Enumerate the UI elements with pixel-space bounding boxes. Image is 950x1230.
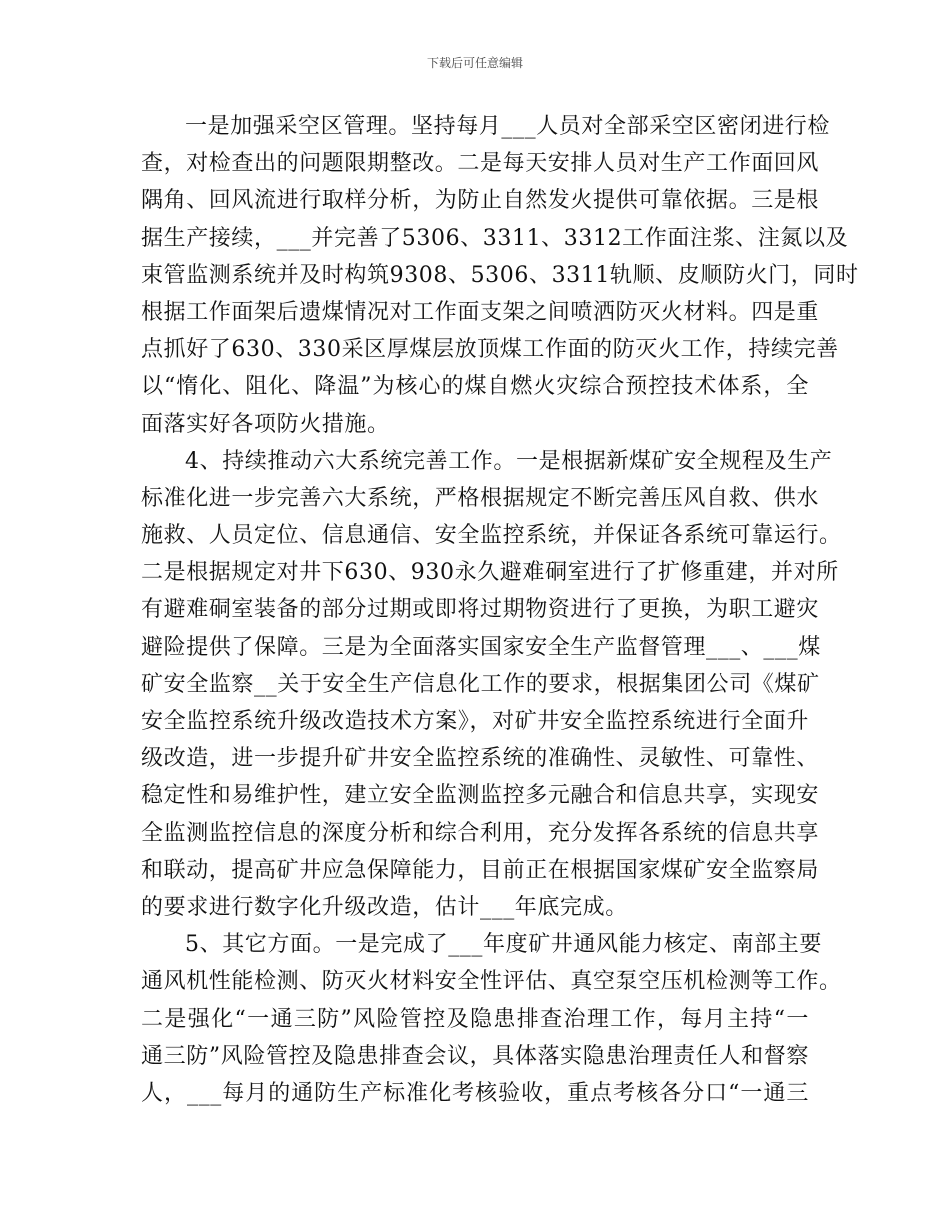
paragraph-line: 避险提供了保障。三是为全面落实国家安全生产监督管理___、___煤	[141, 634, 821, 660]
paragraph-line: 通风机性能检测、防灭火材料安全性评估、真空泵空压机检测等工作。	[141, 969, 842, 995]
paragraph-line: 据生产接续，___并完善了5306、3311、3312工作面注浆、注氮以及	[141, 225, 849, 251]
paragraph-line: 级改造，进一步提升矿井安全监控系统的准确性、灵敏性、可靠性、	[141, 746, 820, 772]
paragraph-mining-goaf-management	[141, 108, 859, 443]
paragraph-line: 束管监测系统并及时构筑9308、5306、3311轨顺、皮顺防火门，同时	[141, 262, 859, 288]
paragraph-line: 根据工作面架后遗煤情况对工作面支架之间喷洒防灭火材料。四是重	[141, 299, 820, 325]
paragraph-line: 4、持续推动六大系统完善工作。一是根据新煤矿安全规程及生产	[185, 448, 833, 474]
paragraph-six-systems	[141, 443, 842, 926]
paragraph-line: 标准化进一步完善六大系统，严格根据规定不断完善压风自救、供水	[141, 485, 820, 511]
paragraph-line: 面落实好各项防火措施。	[141, 411, 390, 437]
document-body	[141, 108, 859, 1112]
paragraph-line: 安全监控系统升级改造技术方案》，对矿井安全监控系统进行全面升	[141, 709, 809, 734]
paragraph-line: 二是根据规定对井下630、930永久避难硐室进行了扩修重建，并对所	[141, 560, 839, 586]
paragraph-other-aspects	[141, 926, 842, 1112]
paragraph-line: 二是强化“一通三防”风险管控及隐患排查治理工作，每月主持“一	[141, 1006, 809, 1032]
paragraph-line: 矿安全监察__关于安全生产信息化工作的要求，根据集团公司《煤矿	[141, 671, 820, 697]
paragraph-line: 和联动，提高矿井应急保障能力，目前正在根据国家煤矿安全监察局	[141, 857, 820, 883]
paragraph-line: 点抓好了630、330采区厚煤层放顶煤工作面的防灭火工作，持续完善	[141, 337, 839, 363]
paragraph-line: 通三防”风险管控及隐患排查会议，具体落实隐患治理责任人和督察	[141, 1043, 809, 1069]
paragraph-line: 施救、人员定位、信息通信、安全监控系统，并保证各系统可靠运行。	[141, 523, 842, 549]
paragraph-line: 一是加强采空区管理。坚持每月___人员对全部采空区密闭进行检	[185, 114, 831, 139]
paragraph-line: 稳定性和易维护性，建立安全监测监控多元融合和信息共享，实现安	[141, 783, 820, 809]
paragraph-line: 查，对检查出的问题限期整改。二是每天安排人员对生产工作面回风	[141, 151, 820, 177]
paragraph-line: 5、其它方面。一是完成了___年度矿井通风能力核定、南部主要	[185, 932, 822, 958]
paragraph-line: 的要求进行数字化升级改造，估计___年底完成。	[141, 894, 628, 920]
paragraph-line: 全监测监控信息的深度分析和综合利用，充分发挥各系统的信息共享	[141, 820, 820, 846]
page-header: 下载后可任意编辑	[426, 56, 523, 70]
paragraph-line: 有避难硐室装备的部分过期或即将过期物资进行了更换，为职工避灾	[141, 597, 820, 623]
paragraph-line: 人，___每月的通防生产标准化考核验收，重点考核各分口“一通三	[141, 1080, 809, 1106]
paragraph-line: 隅角、回风流进行取样分析，为防止自然发火提供可靠依据。三是根	[141, 188, 820, 214]
paragraph-line: 以“惰化、阻化、降温”为核心的煤自燃火灾综合预控技术体系，全	[141, 374, 809, 400]
